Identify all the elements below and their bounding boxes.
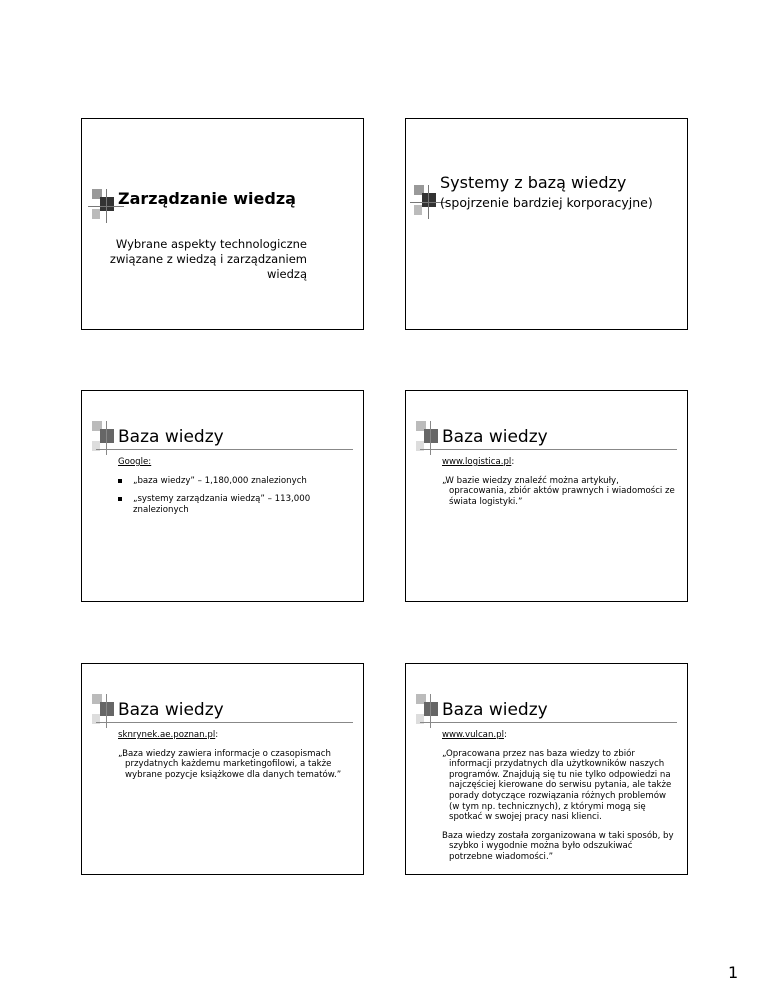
slide-title: Baza wiedzy (118, 700, 224, 720)
list-item: „baza wiedzy” – 1,180,000 znalezionych (118, 476, 351, 487)
source-link[interactable]: www.vulcan.pl (442, 730, 504, 740)
bullet-icon (118, 497, 122, 501)
slide-2 (405, 118, 688, 330)
source-suffix: : (215, 730, 219, 740)
quote-paragraph: „W bazie wiedzy znaleźć można artykuły, opracowania, zbiór aktów prawnych i wiadomości ze świata logistyki.” (442, 475, 675, 507)
quote-paragraph: „Baza wiedzy zawiera informacje o czasopismach przydatnych każdemu marketingofilowi, a także wybrane pozycje książkowe dla danych tematów.” (118, 748, 342, 780)
slide-body (118, 457, 351, 523)
slide-body (118, 730, 351, 788)
slide-title: Baza wiedzy (442, 700, 548, 720)
slide-subtitle: (spojrzenie bardziej korporacyjne) (440, 195, 653, 210)
slide-4 (405, 390, 688, 602)
slide-body (442, 457, 675, 515)
title-underline (420, 449, 677, 450)
source-suffix: : (511, 457, 515, 467)
quote-paragraph: „Opracowana przez nas baza wiedzy to zbiór informacji przydatnych dla użytkowników naszych programów. Znajdują się tu nie tylko odpowiedzi na najczęściej kierowane do serwisu pytania, ale także porady dotyczące rozwiązania różnych problemów (w tym np. technicznych), z którymi mogą się spotkać w swojej pracy nasi klienci. (442, 748, 672, 823)
title-underline (420, 722, 677, 723)
quote-paragraph: Baza wiedzy została zorganizowana w taki sposób, by szybko i wygodnie można było odszukiwać potrzebne wiadomości.” (442, 830, 674, 862)
source-suffix: : (503, 730, 507, 740)
list-item: „systemy zarządzania wiedzą” – 113,000 znalezionych (118, 494, 351, 515)
slide-title: Zarządzanie wiedzą (118, 189, 296, 208)
slide-title: Baza wiedzy (118, 427, 224, 447)
slide-title: Baza wiedzy (442, 427, 548, 447)
slide-title: Systemy z bazą wiedzy (440, 173, 627, 192)
slide-1 (81, 118, 364, 330)
source-link[interactable]: Google: (118, 457, 152, 467)
bullet-icon (118, 479, 122, 483)
slide-3 (81, 390, 364, 602)
page-number: 1 (728, 963, 739, 982)
slide-6 (405, 663, 688, 875)
slide-body (442, 730, 675, 871)
slide-5 (81, 663, 364, 875)
title-underline (96, 449, 353, 450)
source-link[interactable]: www.logistica.pl (442, 457, 512, 467)
source-link[interactable]: sknrynek.ae.poznan.pl (118, 730, 216, 740)
slide-subtitle: Wybrane aspekty technologiczne związane z wiedzą i zarządzaniem wiedzą (109, 237, 307, 281)
title-underline (96, 722, 353, 723)
